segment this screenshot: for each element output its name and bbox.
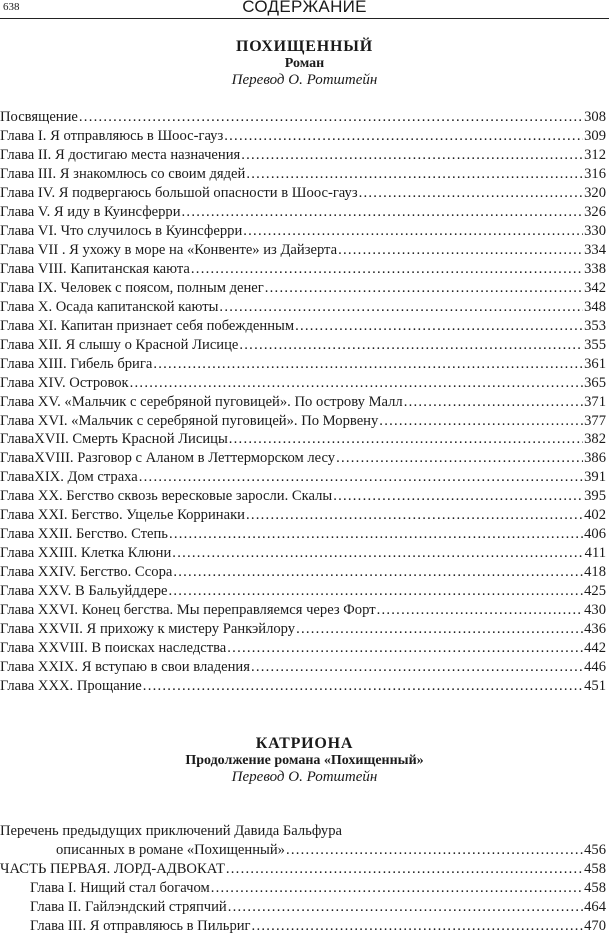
toc-entry-title: Глава XXIV. Бегство. Ссора (0, 564, 173, 581)
toc-entry-title: Глава XXIII. Клетка Клюни (0, 545, 172, 562)
toc-entry-page: 365 (584, 374, 606, 391)
toc-entry[interactable] (0, 317, 606, 336)
toc-entry[interactable] (0, 582, 606, 601)
toc-entry-page: 330 (584, 222, 606, 239)
toc-entry-title: Глава I. Я отправляюсь в Шоос-гауз (0, 127, 224, 144)
toc-entry-title: Глава X. Осада капитанской каюты (0, 298, 219, 315)
toc-entry-title: ГлаваXVIII. Разговор с Аланом в Леттерморском лесу (0, 450, 336, 467)
toc-entry[interactable] (0, 241, 606, 260)
toc-entry[interactable] (0, 506, 606, 525)
toc-entry[interactable] (0, 449, 606, 468)
dot-leader (241, 146, 583, 165)
toc-entry[interactable] (0, 336, 606, 355)
toc-entry-page: 430 (584, 602, 606, 619)
toc-entry-page: 377 (584, 412, 606, 429)
toc-entry-page: 355 (584, 336, 606, 353)
toc-entry-page: 470 (584, 917, 606, 934)
toc-entry-title: Глава XXVII. Я прихожу к мистеру Ранкэйлору (0, 621, 296, 638)
toc-entry-title: Глава III. Я знакомлюсь со своим дядей (0, 165, 246, 182)
running-title: СОДЕРЖАНИЕ (242, 0, 367, 16)
toc-entry-title: Глава XIII. Гибель брига (0, 355, 153, 372)
toc-list-kidnapped (0, 108, 606, 696)
toc-entry-title: Глава XIV. Островок (0, 374, 129, 391)
toc-entry-title: Глава II. Я достигаю места назначения (0, 146, 241, 163)
toc-intro-title: Перечень предыдущих приключений Давида Бальфура (0, 823, 342, 839)
dot-leader (296, 620, 583, 639)
toc-entry-page: 309 (584, 127, 606, 144)
toc-entry-page: 386 (584, 450, 606, 467)
toc-entry-title: Глава II. Гайлэндский стряпчий (30, 898, 227, 915)
dot-leader (169, 525, 583, 544)
dot-leader (336, 449, 583, 468)
toc-intro-title-cont: описанных в романе «Похищенный» (56, 841, 285, 858)
toc-entry[interactable] (0, 658, 606, 677)
toc-entry[interactable] (0, 222, 606, 241)
toc-entry-page: 456 (584, 841, 606, 858)
toc-entry[interactable] (0, 279, 606, 298)
dot-leader (211, 879, 583, 898)
toc-entry[interactable] (0, 917, 606, 936)
toc-entry-page: 316 (584, 165, 606, 182)
dot-leader (333, 487, 583, 506)
section-title: КАТРИОНА (255, 735, 354, 752)
toc-entry[interactable] (0, 146, 606, 165)
toc-entry[interactable] (0, 184, 606, 203)
toc-entry-page: 411 (584, 545, 606, 562)
toc-entry-title: Глава XV. «Мальчик с серебряной пуговицей». По острову Малл (0, 393, 403, 410)
toc-entry-title: Глава VIII. Капитанская каюта (0, 260, 190, 277)
toc-entry-page: 320 (584, 184, 606, 201)
dot-leader (191, 260, 583, 279)
toc-entry-title: Глава XXII. Бегство. Степь (0, 526, 168, 543)
toc-entry-page: 361 (584, 355, 606, 372)
toc-entry-page: 442 (584, 640, 606, 657)
toc-entry-page: 425 (584, 583, 606, 600)
toc-entry-page: 391 (584, 469, 606, 486)
toc-entry-title: Глава XXVI. Конец бегства. Мы переправляемся через Форт (0, 602, 376, 619)
dot-leader (173, 563, 583, 582)
toc-entry-page: 446 (584, 659, 606, 676)
toc-entry[interactable] (0, 468, 606, 487)
dot-leader (229, 430, 583, 449)
dot-leader (265, 279, 583, 298)
toc-intro-line[interactable] (0, 822, 606, 841)
toc-entry[interactable] (0, 374, 606, 393)
toc-entry-title: Глава XVI. «Мальчик с серебряной пуговицей». По Морвену (0, 412, 379, 429)
toc-part-entry[interactable] (0, 860, 606, 879)
toc-entry-title: Глава IV. Я подвергаюсь большой опасности в Шоос-гауз (0, 184, 358, 201)
toc-entry[interactable] (0, 879, 606, 898)
toc-entry[interactable] (0, 525, 606, 544)
toc-entry[interactable] (0, 203, 606, 222)
section-heading-kidnapped (0, 38, 609, 89)
dot-leader (226, 860, 583, 879)
dot-leader (172, 544, 583, 563)
toc-entry-title: ГлаваXIX. Дом страха (0, 469, 138, 486)
dot-leader (239, 336, 583, 355)
toc-entry-page: 451 (584, 678, 606, 695)
toc-entry-title: Глава XXVIII. В поисках наследства (0, 640, 227, 657)
dot-leader (252, 917, 584, 936)
toc-entry-page: 353 (584, 317, 606, 334)
dot-leader (228, 898, 583, 917)
dot-leader (168, 582, 583, 601)
toc-entry[interactable] (0, 601, 606, 620)
toc-entry-page: 458 (584, 879, 606, 896)
toc-entry-title: Глава VI. Что случилось в Куинсферри (0, 222, 243, 239)
toc-entry[interactable] (0, 108, 606, 127)
toc-entry-title: Глава VII . Я ухожу в море на «Конвенте» из Дайзерта (0, 241, 338, 258)
dot-leader (359, 184, 584, 203)
toc-entry[interactable] (0, 841, 606, 860)
section-subtitle: Роман (284, 56, 325, 71)
toc-entry-page: 382 (584, 431, 606, 448)
toc-list-catriona (0, 822, 606, 936)
dot-leader (379, 412, 583, 431)
dot-leader (377, 601, 584, 620)
toc-entry[interactable] (0, 620, 606, 639)
dot-leader (286, 841, 583, 860)
toc-entry-page: 458 (584, 860, 606, 877)
dot-leader (224, 127, 583, 146)
toc-entry-page: 371 (584, 393, 606, 410)
toc-entry-page: 402 (584, 507, 606, 524)
dot-leader (219, 298, 583, 317)
toc-entry-title: Глава XXX. Прощание (0, 678, 142, 695)
dot-leader (251, 658, 583, 677)
dot-leader (246, 506, 583, 525)
toc-entry-page: 395 (584, 488, 606, 505)
toc-entry-title: Глава III. Я отправляюсь в Пильриг (30, 917, 251, 934)
toc-entry-title: Глава XXIX. Я вступаю в свои владения (0, 659, 250, 676)
toc-entry-page: 308 (584, 109, 606, 125)
dot-leader (153, 355, 583, 374)
toc-entry-page: 334 (584, 241, 606, 258)
toc-entry-page: 464 (584, 898, 606, 915)
dot-leader (295, 317, 583, 336)
toc-entry-title: Глава XX. Бегство сквозь вересковые заросли. Скалы (0, 488, 333, 505)
toc-entry[interactable] (0, 355, 606, 374)
toc-entry-page: 406 (584, 526, 606, 543)
dot-leader (79, 108, 583, 127)
dot-leader (246, 165, 583, 184)
toc-entry-title: Глава I. Нищий стал богачом (30, 879, 210, 896)
toc-entry[interactable] (0, 412, 606, 431)
toc-entry[interactable] (0, 639, 606, 658)
toc-entry-title: Глава XXI. Бегство. Ущелье Корринаки (0, 507, 245, 524)
dot-leader (243, 222, 583, 241)
running-header (0, 0, 609, 20)
toc-entry-page: 312 (584, 146, 606, 163)
page-number: 638 (3, 1, 20, 13)
header-rule (0, 18, 609, 19)
toc-entry[interactable] (0, 544, 606, 563)
toc-part-title: ЧАСТЬ ПЕРВАЯ. ЛОРД-АДВОКАТ (0, 860, 225, 877)
section-subtitle: Продолжение романа «Похищенный» (185, 753, 424, 768)
toc-entry[interactable] (0, 487, 606, 506)
toc-entry-title: Посвящение (0, 109, 78, 125)
section-translator: Перевод О. Ротштейн (231, 72, 378, 88)
dot-leader (338, 241, 583, 260)
toc-entry-title: Глава V. Я иду в Куинсферри (0, 203, 181, 220)
toc-entry-page: 342 (584, 279, 606, 296)
toc-entry-page: 436 (584, 621, 606, 638)
toc-entry[interactable] (0, 127, 606, 146)
toc-entry-page: 338 (584, 260, 606, 277)
toc-entry-title: Глава IX. Человек с поясом, полным денег (0, 279, 264, 296)
toc-entry-title: Глава XXV. В Бальуйддере (0, 583, 168, 600)
toc-entry[interactable] (0, 393, 606, 412)
dot-leader (404, 393, 583, 412)
toc-entry[interactable] (0, 298, 606, 317)
toc-entry[interactable] (0, 677, 606, 696)
toc-entry-title: Глава XI. Капитан признает себя побежденным (0, 317, 295, 334)
toc-entry[interactable] (0, 430, 606, 449)
section-translator: Перевод О. Ротштейн (231, 769, 378, 785)
section-title: ПОХИЩЕННЫЙ (236, 38, 373, 55)
toc-entry-title: Глава XII. Я слышу о Красной Лисице (0, 336, 239, 353)
toc-entry[interactable] (0, 260, 606, 279)
toc-entry[interactable] (0, 898, 606, 917)
dot-leader (143, 677, 583, 696)
section-heading-catriona (0, 735, 609, 786)
dot-leader (182, 203, 584, 222)
toc-entry-title: ГлаваXVII. Смерть Красной Лисицы (0, 431, 228, 448)
toc-entry-page: 326 (584, 203, 606, 220)
dot-leader (130, 374, 583, 393)
toc-entry-page: 348 (584, 298, 606, 315)
dot-leader (227, 639, 583, 658)
dot-leader (139, 468, 583, 487)
toc-entry[interactable] (0, 165, 606, 184)
toc-entry[interactable] (0, 563, 606, 582)
toc-entry-page: 418 (584, 564, 606, 581)
